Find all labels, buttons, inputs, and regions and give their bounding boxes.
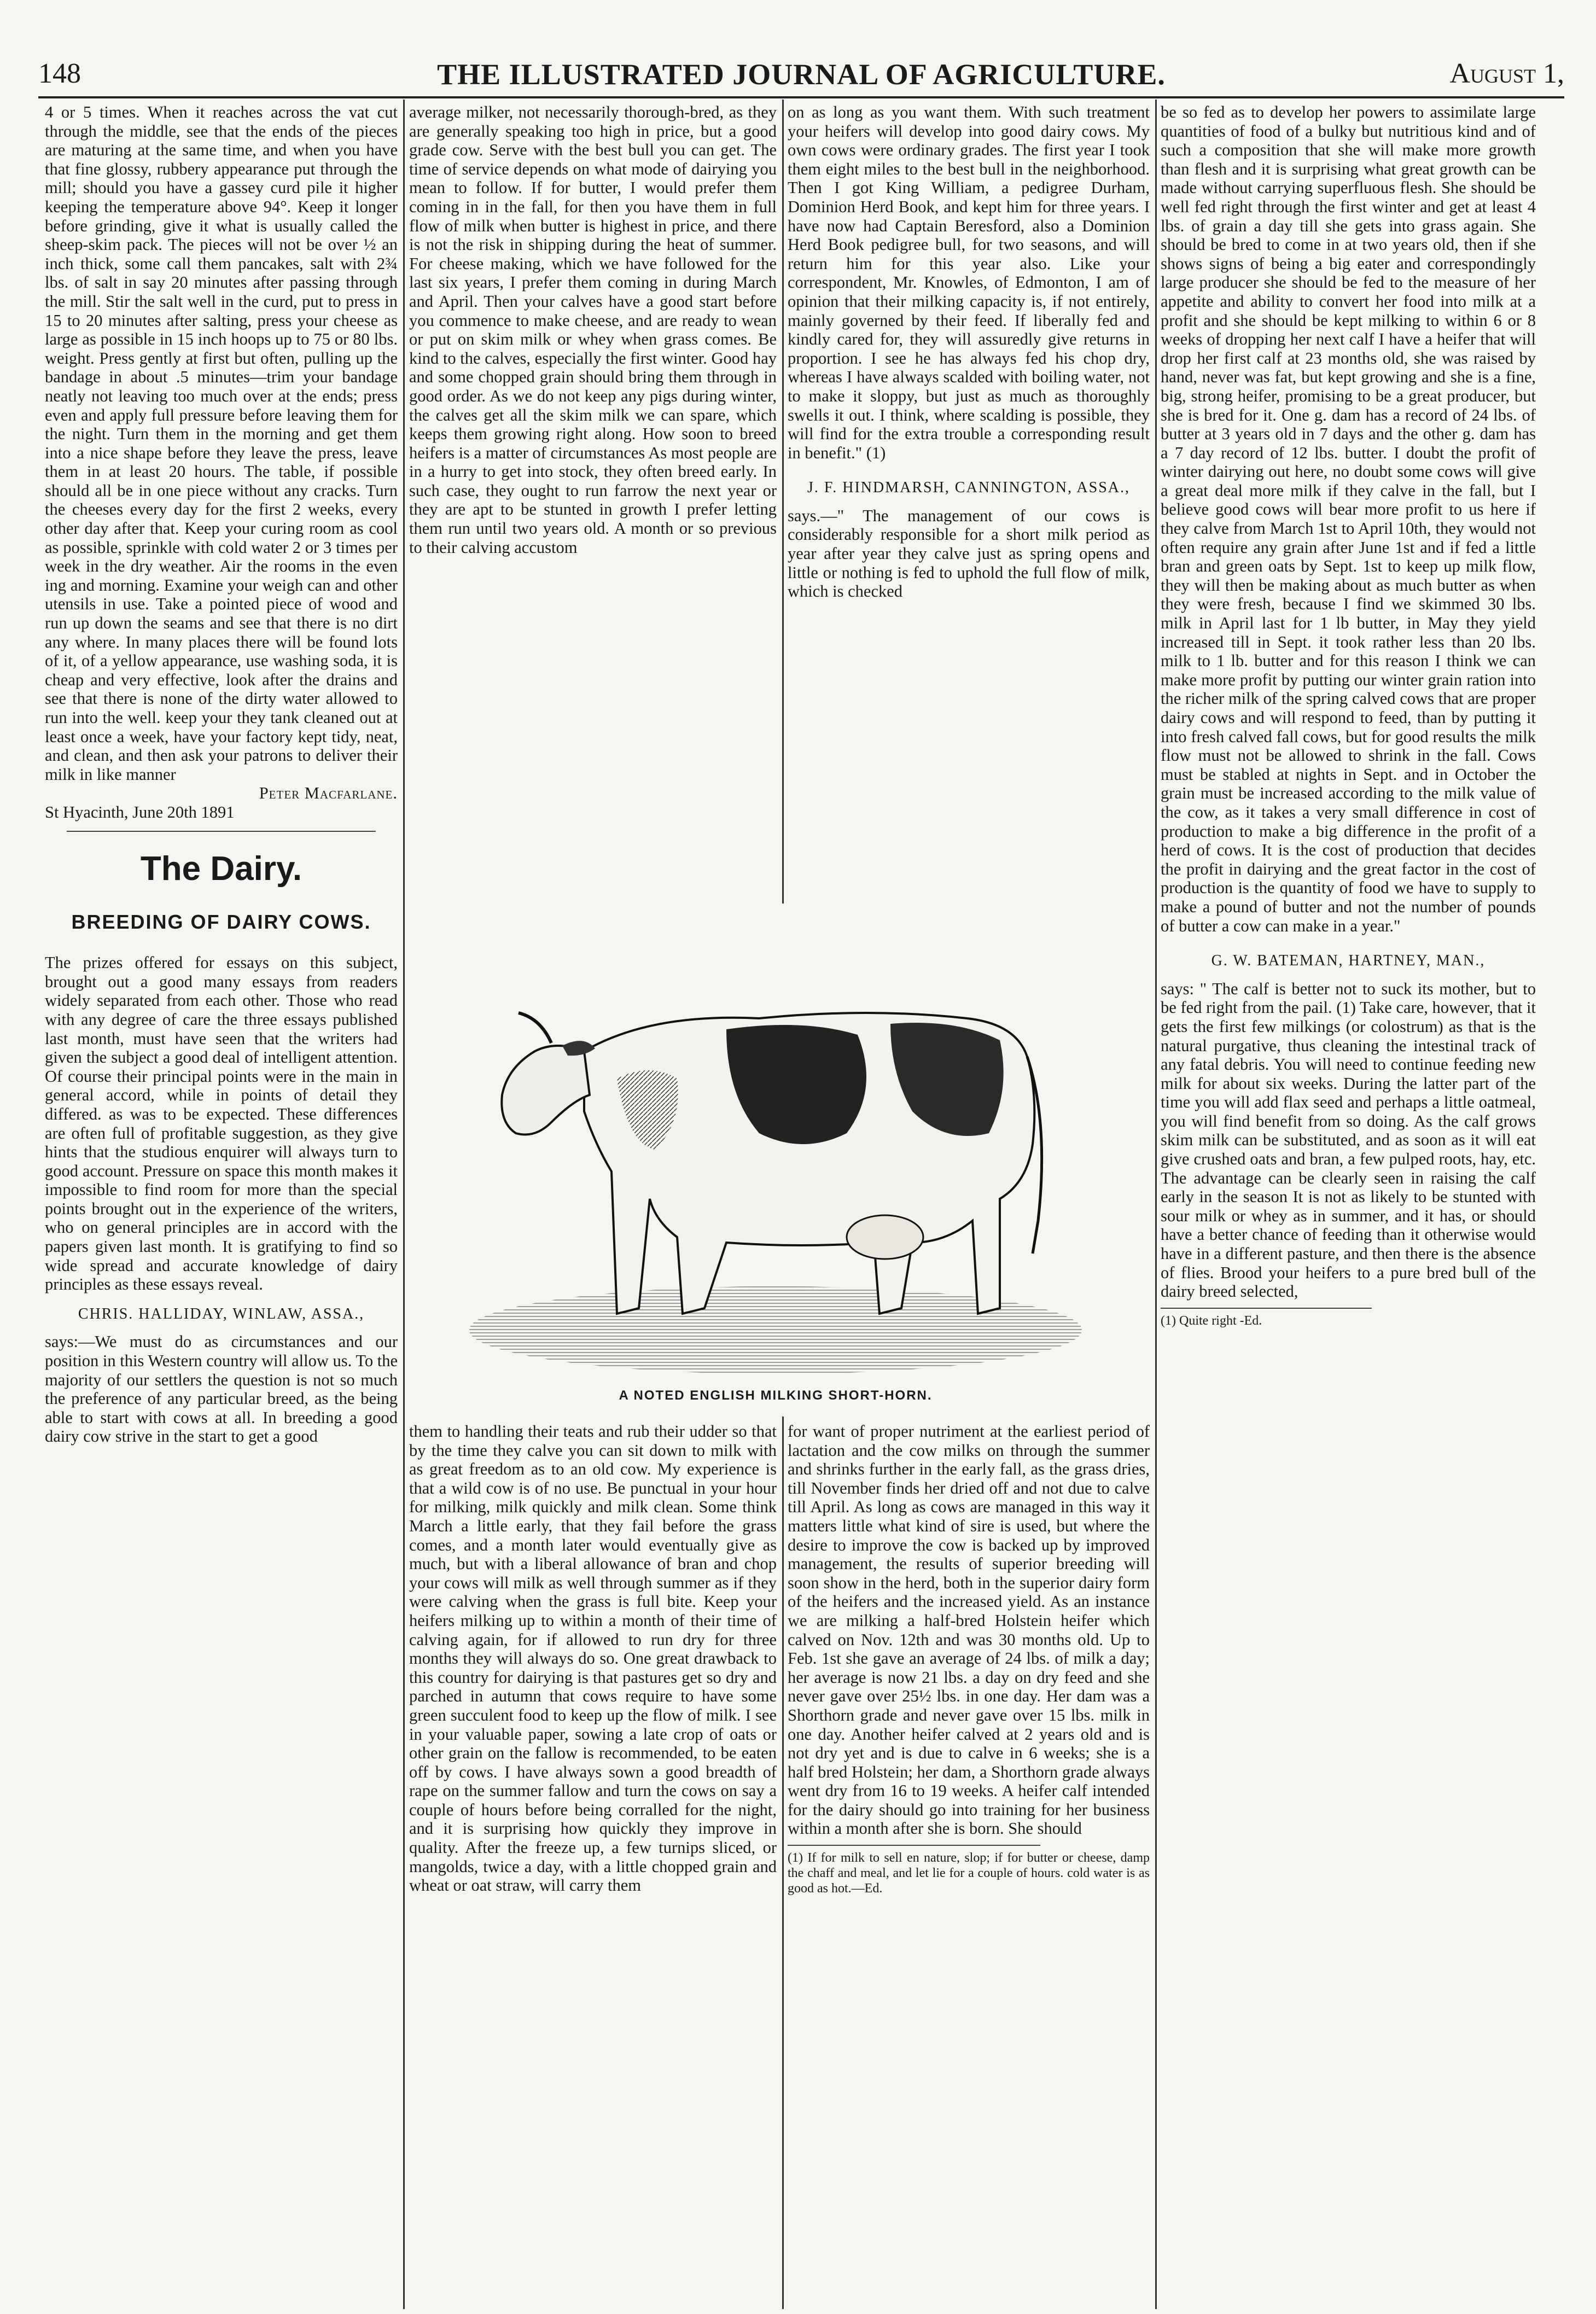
- column-rule-2b: [782, 1417, 784, 2309]
- column-3-bottom: [788, 1422, 1150, 2307]
- column-1: [45, 103, 398, 2307]
- halliday-text: says:—We must do as circumstances and our position in this Western country will allow us. To the majority of our settlers the question is not so much the preference of any particular breed, as the being able to start with cows at all. In breeding a good dairy cow strive in the start to get a good: [45, 1332, 398, 1446]
- figure-caption: A NOTED ENGLISH MILKING SHORT-HORN.: [619, 1388, 933, 1403]
- hindmarsh-continued: for want of proper nutriment at the earliest period of lactation and the cow milks on through the summer and shrinks further in the early fall, as the grass dries, till November finds her dried off and not due to calve till April. As long as cows are managed in this way it matters little what kind of sire is used, but where the desire to improve the cow is backed up by improved management, the results of superior breeding will soon show in the herd, both in the superior dairy form of the heifers and the increased yield. As an instance we are milking a half-bred Holstein heifer which calved on Nov. 12th and was 30 months old. Up to Feb. 1st she gave an average of 24 lbs. of milk a day; her average is now 21 lbs. a day on dry feed and she never gave over 25½ lbs. in one day. Her dam was a Shorthorn grade and never gave over 15 lbs. milk in one day. Another heifer calved at 2 years old and is not dry yet and is due to calve in 6 weeks; she is a half bred Holstein; her dam, a Shorthorn grade always went dry from 16 to 19 weeks. A heifer calf intended for the dairy should go into training for her business within a month after she is born. She should: [788, 1422, 1150, 1838]
- page-number: 148: [38, 58, 81, 89]
- section-divider: [67, 831, 376, 832]
- author-location: St Hyacinth, June 20th 1891: [45, 802, 235, 821]
- header-rule: [38, 96, 1564, 98]
- column-3-top: [788, 103, 1150, 912]
- footnote-bateman: (1) Quite right -Ed.: [1161, 1313, 1262, 1328]
- journal-title: THE ILLUSTRATED JOURNAL OF AGRICULTURE.: [437, 58, 1166, 91]
- halliday-conclusion: on as long as you want them. With such treatment your heifers will develop into good dairy cows. My own cows were ordinary grades. The first year I took them eight miles to the best bull in the neighborhood. Then I got King William, a pedigree Durham, Dominion Herd Book, and kept him for three years. I have now had Captain Beresford, also a Dominion Herd Book pedigree bull, for two seasons, and will return him for this year also. Like your correspondent, Mr. Knowles, of Edmonton, I am of opinion that their milking capacity is, if not entirely, mainly governed by their feed. If liberally fed and kindly cared for, they will assuredly give returns in proportion. I see he has always fed his chop dry, whereas I have always scalded with boiling water, not to make it sloppy, but just as much as thoroughly swells it out. I think, where scalding is possible, they will find for the extra trouble a corresponding result in benefit." (1): [788, 103, 1150, 462]
- section-title: The Dairy.: [140, 849, 302, 888]
- article-title: BREEDING OF DAIRY COWS.: [71, 910, 371, 933]
- hindmarsh-conclusion: be so fed as to develop her powers to assimilate large quantities of food of a bulky but nutritious kind and of such a composition that she will make more growth than flesh and it is surprising what great growth can be made without carrying superfluous flesh. She should be well fed right through the first winter and get at least 4 lbs. of grain a day till she gets into grass again. She should be bred to come in at two years old, then if she shows signs of being a big eater and correspondingly large producer she should be fed to the measure of her appetite and ability to convert her food into milk at a profit and she should be kept milking to within 6 or 8 weeks of dropping her next calf I have a heifer that will drop her first calf at 23 months old, she was raised by hand, never was fat, but kept growing and she is a fine, big, strong heifer, promising to be a great producer, but she is bred for it. One g. dam has a record of 24 lbs. of butter at 3 years old in 7 days and the other g. dam has a 7 day record of 12 lbs. butter. I doubt the profit of winter dairying out here, no doubt some cows will give a great deal more milk if they calve in the fall, but I believe good cows will bear more profit to us here if they calve from March 1st to April 10th, they would not often require any grain after June 1st and if fed a little bran and green oats by Sept. 1st to keep up milk flow, they will then be making about as much butter as when they were fresh, because I find we skimmed 30 lbs. milk in April last for 1 lb butter, in May they yield increased till in Sept. it took rather less than 20 lbs. milk to 1 lb. butter and for this reason I think we can make more profit by putting our winter grain ration into the richer milk of the spring calved cows that are proper dairy cows and will respond to feed, than by putting it into fresh calved fall cows, but for good results the milk flow must not be allowed to shrink in the fall. Cows must be stabled at nights in Sept. and in October the grain must be increased according to the milk value of the cow, as it takes a very small difference in cost of production to make a big difference in the profit of a herd of cows. It is the cost of production that decides the profit in dairying and the great factor in the cost of production is the quantity of food we have to supply to make a pound of butter and not the number of pounds of butter a cow can make in a year.": [1161, 103, 1536, 935]
- shorthorn-cow-illustration: [420, 914, 1131, 1385]
- cheese-making-paragraph: 4 or 5 times. When it reaches across the vat cut through the middle, see that the ends of the pieces are maturing at the same time, and when you have that fine glossy, rubbery appearance put through the mill; should you have a gassey curd pile it higher keeping the temperature above 94°. Keep it longer before grinding, give it what is usually called the sheep-skim pack. The pieces will not be over ½ an inch thick, some call them pancakes, salt with 2¾ lbs. of salt in say 20 minutes after passing through the mill. Stir the salt well in the curd, put to press in 15 to 20 minutes after salting, press your cheese as large as possible in 15 inch hoops up to 75 or 80 lbs. weight. Press gently at first but often, pulling up the bandage in about .5 minutes—trim your bandage neatly not leaving too much over at the ends; press even and apply full pressure before leaving them for the night. Turn them in the morning and get them into a nice shape before they leave the press, leave them in at least 20 hours. The table, if possible should all be in one piece without any cracks. Turn the cheeses every day for the first 2 weeks, every other day after that. Keep your curing room as cool as possible, sprinkle with cold water 2 or 3 times per week in the dry weather. Air the rooms in the even ing and morning. Examine your weigh can and other utensils in use. Take a pointed piece of wood and run up down the seams and see that there is no dirt any where. In many places there will be found lots of it, of a yellow appearance, use washing soda, it is cheap and very effective, look after the drains and see that there is none of the dirty water allowed to run into the well. keep your they tank cleaned out at least once a week, have your factory kept tidy, neat, and clean, and then ask your patrons to deliver their milk in like manner: [45, 103, 398, 784]
- author-signature: Peter Macfarlane.: [259, 784, 398, 803]
- cow-horn: [519, 1013, 551, 1043]
- cow-udder: [847, 1215, 923, 1259]
- column-rule-2: [782, 100, 784, 904]
- column-rule-3: [1155, 100, 1157, 2309]
- issue-date: August 1,: [1449, 58, 1564, 89]
- footnote-hindmarsh: (1) If for milk to sell en nature, slop; if for butter or cheese, damp the chaff and meal, and let lie for a couple of hours. cold water is as good as hot.—Ed.: [788, 1851, 1150, 1896]
- page-header: [38, 52, 1564, 96]
- byline-hindmarsh: J. F. HINDMARSH, CANNINGTON, ASSA.,: [807, 479, 1130, 497]
- footnote-divider: [788, 1845, 1040, 1846]
- column-4: [1161, 103, 1536, 2307]
- column-2-top: [409, 103, 777, 912]
- halliday-milking-text: them to handling their teats and rub their udder so that by the time they calve you can sit down to milk with as great freedom as to an old cow. My experience is that a wild cow is of no use. Be punctual in your hour for milking, milk quickly and milk clean. Some think March a little early, that they fail before the grass comes, and a month later would eventually give as much, but with a liberal allowance of bran and chop your cows will milk as well through summer as if they were calving when the grass is full bite. Keep your heifers milking up to within a month of their time of calving again, for if allowed to run dry for three months they will always do so. One great drawback to this country for dairying is that pastures get so dry and parched in autumn that cows require to have some green succulent food to keep up the flow of milk. I see in your valuable paper, sowing a late crop of oats or other grain on the fallow is recommended, to be eaten off by cows. I have always sown a good breadth of rape on the summer fallow and turn the cows on say a couple of hours before being corralled for the night, and it is surprising how quickly they improve in quality. After the freeze up, a few turnips sliced, or mangolds, twice a day, with a little chopped grain and wheat or oat straw, will carry them: [409, 1422, 777, 1895]
- bateman-text: says: " The calf is better not to suck its mother, but to be fed right from the pail. (1) Take care, however, that it gets the first few milkings (or colostrum) as that is the natural purgative, thus cleaning the intestinal track of any fatal debris. You will need to continue feeding new milk for about six weeks. During the latter part of the time you will add flax seed and perhaps a little oatmeal, you will find benefit from so doing. As the calf grows skim milk can be substituted, and as soon as it will eat give crushed oats and bran, a few pulped roots, hay, etc. The advantage can be clearly seen in raising the calf early in the season It is not as likely to be stunted with sour milk or whey as in summer, and it has, or should have a better chance of feeding than it otherwise would have in a different pasture, and then there is the absence of flies. Brood your heifers to a pure bred bull of the dairy breed selected,: [1161, 979, 1536, 1301]
- hindmarsh-text: says.—" The management of our cows is considerably responsible for a short milk period as year after year they calve just as spring opens and little or nothing is fed to uphold the full flow of milk, which is checked: [788, 506, 1150, 601]
- article-intro: The prizes offered for essays on this subject, brought out a good many essays from readers widely separated from each other. Those who read with any degree of care the three essays published last month, must have seen that the writers had given the subject a good deal of intelligent attention. Of course their principal points were in the main in general accord, while in points of detail they differed. as was to be expected. These differences are often full of profitable suggestion, as they give hints that the studious enquirer will always turn to good account. Pressure on space this month makes it impossible to find room for more than the special points brought out in the experience of the writers, who on general principles are in accord with the papers given last month. It is gratifying to find so wide spread and accurate knowledge of dairy principles as these essays reveal.: [45, 953, 398, 1294]
- column-rule-1: [403, 100, 405, 2309]
- column-2-bottom: [409, 1422, 777, 2307]
- byline-halliday: CHRIS. HALLIDAY, WINLAW, ASSA.,: [78, 1305, 365, 1322]
- halliday-continued: average milker, not necessarily thorough-bred, as they are generally speaking too high in price, but a good grade cow. Serve with the best bull you can get. The time of service depends on what mode of dairying you mean to follow. If for butter, I would prefer them coming in in the fall, for then you have them in full flow of milk when butter is highest in price, and there is not the risk in shipping during the heat of summer. For cheese making, which we have followed for the last six years, I prefer them coming in during March and April. Then your calves have a good start before you commence to make cheese, and are ready to wean or put on skim milk or whey when grass comes. Be kind to the calves, especially the first winter. Good hay and some chopped grain should bring them through in good order. As we do not keep any pigs during winter, the calves get all the skim milk we can spare, which keeps them growing right along. How soon to breed heifers is a matter of circumstances As most people are in a hurry to get into stock, they often breed early. In such case, they ought to run farrow the next year or they are apt to be stunted in growth I prefer letting them run until two years old. A month or so previous to their calving accustom: [409, 103, 777, 557]
- cow-head: [502, 1046, 590, 1135]
- byline-bateman: G. W. BATEMAN, HARTNEY, MAN.,: [1211, 952, 1486, 970]
- footnote-divider-2: [1161, 1308, 1372, 1309]
